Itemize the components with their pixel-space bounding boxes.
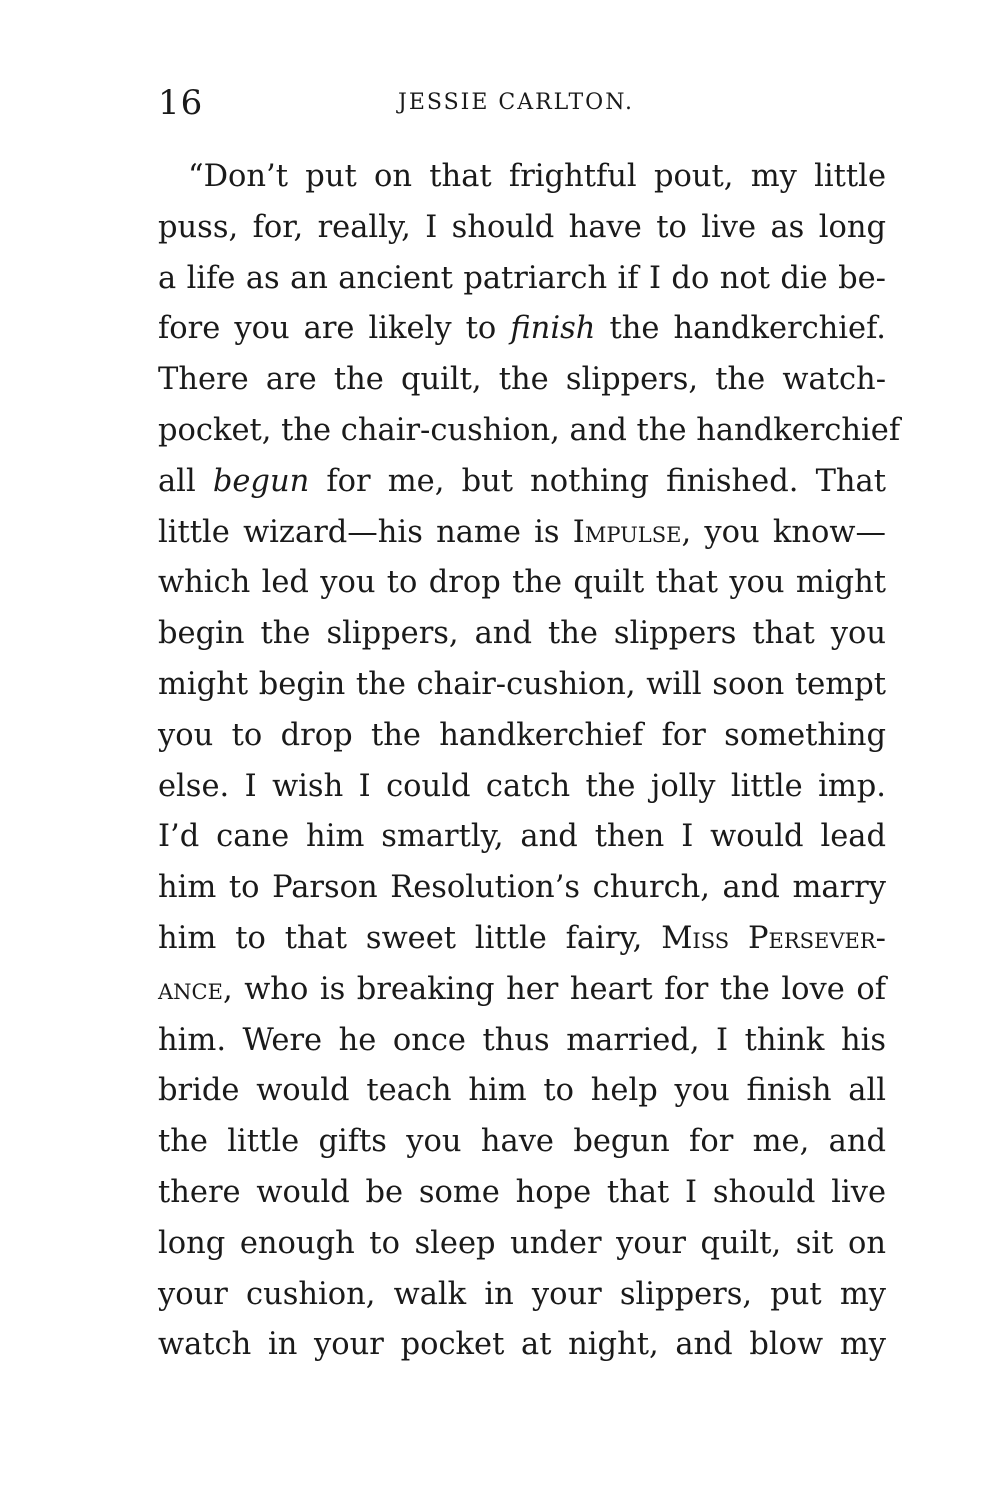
text-line: pocket, the chair-cushion, and the handkerchief bbox=[158, 412, 901, 448]
text-line: begin the slippers, and the slippers that you bbox=[158, 616, 886, 652]
text-line: bride would teach him to help you finish all bbox=[158, 1073, 886, 1109]
small-caps-miss-perseverance: Miss Persever- bbox=[661, 920, 886, 956]
text-line: long enough to sleep under your quilt, sit on bbox=[158, 1225, 886, 1261]
text-line: all begun for me, but nothing finished. That bbox=[158, 463, 886, 499]
text-line: him to that sweet little fairy, Miss Persever- bbox=[158, 920, 886, 956]
text-line: little wizard—his name is Impulse, you know— bbox=[158, 514, 886, 550]
page-number: 16 bbox=[158, 83, 204, 123]
text-line: watch in your pocket at night, and blow my bbox=[158, 1327, 886, 1363]
text-line: fore you are likely to finish the handkerchief. bbox=[158, 311, 886, 347]
text-line: There are the quilt, the slippers, the watch- bbox=[158, 362, 886, 398]
text-line: a life as an ancient patriarch if I do not die be- bbox=[158, 260, 886, 296]
text-line: there would be some hope that I should live bbox=[158, 1174, 886, 1210]
text-line: which led you to drop the quilt that you might bbox=[158, 565, 886, 601]
text-line: your cushion, walk in your slippers, put my bbox=[158, 1276, 886, 1312]
body-text bbox=[158, 152, 901, 1371]
small-caps-impulse: Impulse bbox=[572, 514, 682, 550]
text-line: you to drop the handkerchief for something bbox=[158, 717, 886, 753]
italic-finish: finish bbox=[510, 311, 596, 347]
text-line: the little gifts you have begun for me, and bbox=[158, 1124, 886, 1160]
text-line: else. I wish I could catch the jolly little imp. bbox=[158, 768, 886, 804]
running-title: JESSIE CARLTON. bbox=[398, 90, 635, 115]
text-line: him. Were he once thus married, I think his bbox=[158, 1022, 886, 1058]
text-line: ance, who is breaking her heart for the love of bbox=[158, 971, 886, 1007]
italic-begun: begun bbox=[212, 463, 310, 499]
text-line: him to Parson Resolution’s church, and marry bbox=[158, 870, 886, 906]
text-line: “Don’t put on that frightful pout, my little bbox=[188, 159, 886, 194]
text-line: I’d cane him smartly, and then I would lead bbox=[158, 819, 886, 855]
text-line: might begin the chair-cushion, will soon tempt bbox=[158, 666, 886, 702]
text-line: puss, for, really, I should have to live as long bbox=[158, 209, 886, 245]
small-caps-ance: ance bbox=[158, 971, 223, 1007]
